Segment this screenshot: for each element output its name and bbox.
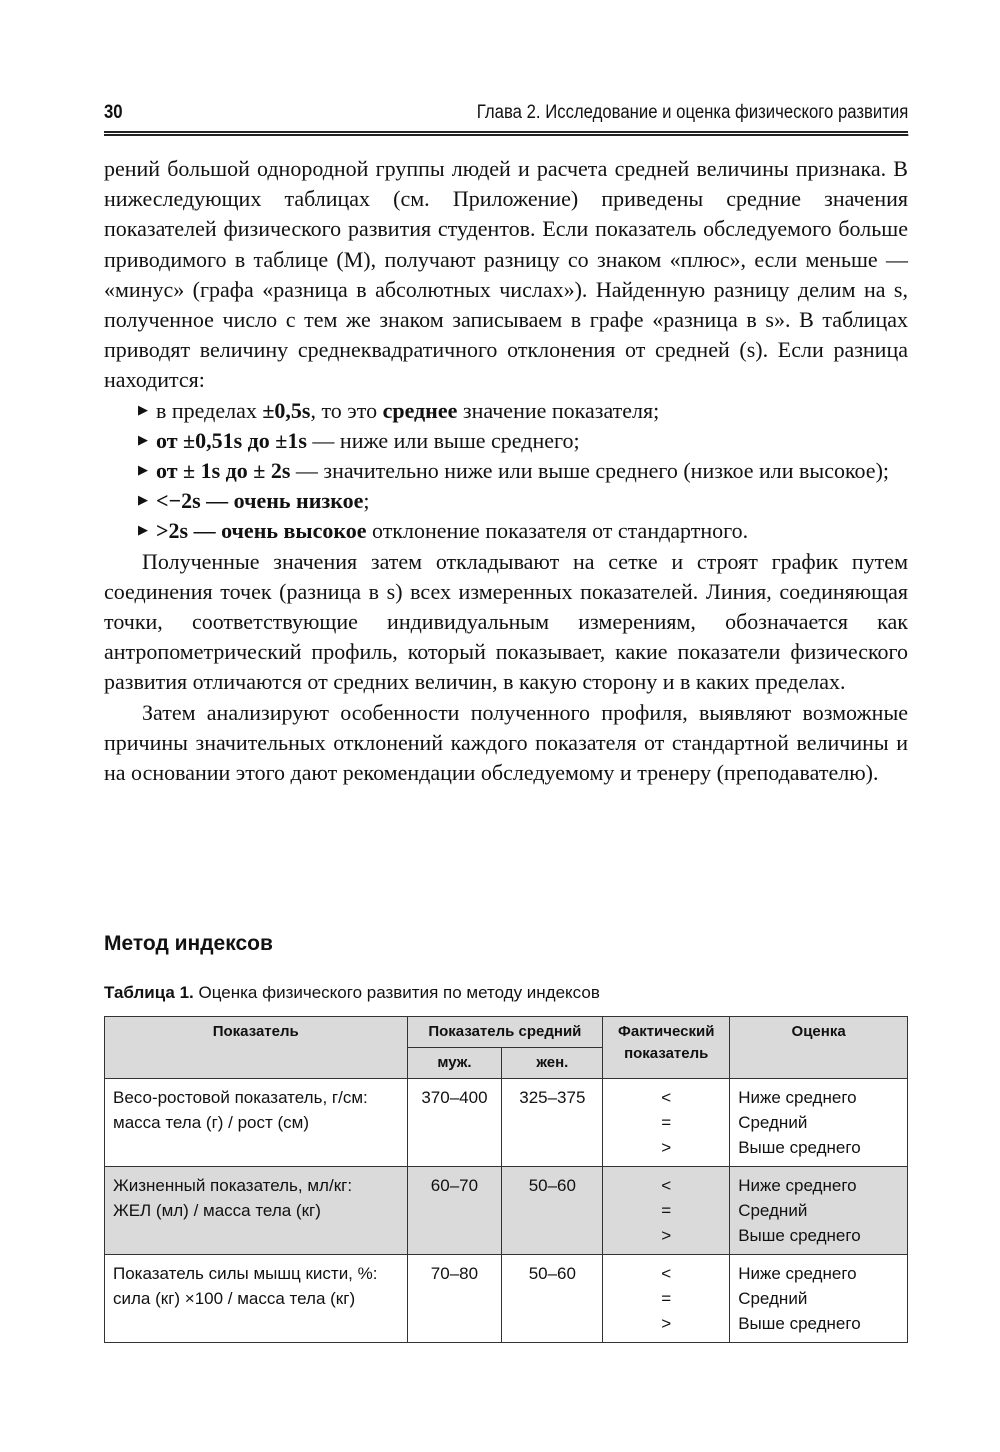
list-item: ▶ <−2s — очень низкое; [104, 486, 908, 516]
male-range-cell: 370–400 [407, 1079, 502, 1167]
indicator-cell: Жизненный показатель, мл/кг: ЖЕЛ (мл) / масса тела (кг) [105, 1167, 408, 1255]
page-number: 30 [104, 102, 123, 123]
paragraph-2: Полученные значения затем откладывают на сетке и строят график путем соединения точек (разница в s) всех измеренных показателей. Линия, соединяющая точки, соответствующие индивидуальным измерениям, обозначается как антропометрический профиль, который показывает, какие показатели физического развития отличаются от средних величин, в какую сторону и в каких пределах. [104, 548, 908, 695]
rating-cell: Ниже среднего Средний Выше среднего [730, 1255, 908, 1343]
arrow-bullet-icon: ▶ [138, 463, 148, 479]
table-row [105, 1167, 908, 1255]
table-caption-text: Оценка физического развития по методу индексов [193, 983, 600, 1002]
arrow-bullet-icon: ▶ [138, 402, 148, 418]
actual-signs-cell: < = > [603, 1167, 730, 1255]
indicator-cell: Показатель силы мышц кисти, %: сила (кг) ×100 / масса тела (кг) [105, 1255, 408, 1343]
male-range-cell: 60–70 [407, 1167, 502, 1255]
female-range-cell: 50–60 [502, 1167, 603, 1255]
table-caption [104, 983, 600, 1003]
actual-signs-cell: < = > [603, 1255, 730, 1343]
arrow-bullet-icon: ▶ [138, 493, 148, 509]
paragraph-1: рений большой однородной группы людей и расчета средней величины признака. В нижеследующих таблицах (см. Приложение) приведены средние значения показателей физического развития студентов. Если показатель обследуемого больше приводимого в таблице (М), получают разницу со знаком «плюс», если меньше — «минус» (графа «разница в абсолютных числах»). Найденную разницу делим на s, полученное число с тем же знаком записываем в графе «разница в s». В таблицах приводят величину среднеквадратичного отклонения от средней (s). Если разница находится: [104, 156, 908, 393]
female-range-cell: 50–60 [502, 1255, 603, 1343]
rating-cell: Ниже среднего Средний Выше среднего [730, 1167, 908, 1255]
actual-signs-cell: < = > [603, 1079, 730, 1167]
list-item: ▶ в пределах ±0,5s, то это среднее значение показателя; [104, 396, 908, 426]
table-caption-label: Таблица 1. [104, 983, 194, 1002]
body-text [104, 154, 908, 788]
arrow-bullet-icon: ▶ [138, 523, 148, 539]
header-actual: Фактический показатель [603, 1017, 730, 1079]
header-female: жен. [502, 1048, 603, 1079]
section-title: Метод индексов [104, 932, 273, 955]
list-item: ▶ >2s — очень высокое отклонение показателя от стандартного. [104, 516, 908, 546]
header-average: Показатель средний [407, 1017, 603, 1048]
list-item: ▶ от ± 1s до ± 2s — значительно ниже или выше среднего (низкое или высокое); [104, 456, 908, 486]
index-table [104, 1016, 908, 1343]
arrow-bullet-icon: ▶ [138, 432, 148, 448]
header-male: муж. [407, 1048, 502, 1079]
header-rating: Оценка [730, 1017, 908, 1079]
rating-cell: Ниже среднего Средний Выше среднего [730, 1079, 908, 1167]
indicator-cell: Весо-ростовой показатель, г/см: масса тела (г) / рост (см) [105, 1079, 408, 1167]
paragraph-3: Затем анализируют особенности полученного профиля, выявляют возможные причины значительных отклонений каждого показателя от стандартной величины и на основании этого дают рекомендации обследуемому и тренеру (преподавателю). [104, 699, 908, 786]
male-range-cell: 70–80 [407, 1255, 502, 1343]
table-row [105, 1255, 908, 1343]
chapter-title: Глава 2. Исследование и оценка физического развития [476, 102, 909, 123]
female-range-cell: 325–375 [502, 1079, 603, 1167]
criteria-list [104, 396, 908, 547]
header-divider [104, 131, 908, 133]
list-item: ▶ от ±0,51s до ±1s — ниже или выше среднего; [104, 426, 908, 456]
table-row [105, 1079, 908, 1167]
header-indicator: Показатель [105, 1017, 408, 1079]
